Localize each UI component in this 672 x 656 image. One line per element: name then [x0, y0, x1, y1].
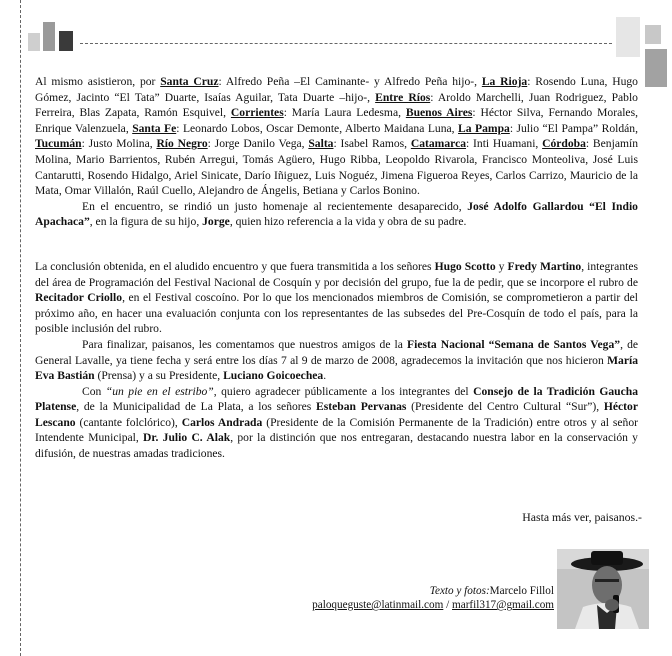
author-photo-illustration	[557, 549, 649, 629]
paragraph-fiesta: Para finalizar, paisanos, les comentamos que nuestros amigos de la Fiesta Nacional “Semana de Santos Vega”, de General Lavalle, ya tiene fecha y será entre los días 7 al 9 de marzo de 2008, agradecemos la invitación que nos hicieron María Eva Bastián (Prensa) y a su Presidente, Luciano Goicoechea.	[35, 337, 639, 383]
deco-block-right-3	[645, 49, 667, 87]
left-dashed-rule	[20, 0, 21, 656]
credit-author: Texto y fotos:Marcelo Fillol	[429, 585, 554, 597]
closing-line: Hasta más ver, paisanos.-	[522, 510, 642, 524]
deco-block-left-2	[43, 22, 55, 51]
credit-emails: paloqueguste@latinmail.com / marfil317@gmail.com	[312, 599, 554, 611]
email-link-1[interactable]: paloqueguste@latinmail.com	[312, 599, 444, 611]
deco-block-left-1	[28, 33, 40, 51]
deco-block-right-2	[645, 25, 661, 44]
article-body	[35, 74, 638, 462]
top-dashed-rule	[80, 43, 612, 44]
paragraph-tribute: En el encuentro, se rindió un justo homenaje al recientemente desaparecido, José Adolfo Gallardou “El Indio Apachaca”, en la figura de su hijo, Jorge, quien hizo referencia a la vida y obra de su padre.	[35, 199, 638, 229]
paragraph-thanks: Con “un pie en el estribo”, quiero agradecer públicamente a los integrantes del Consejo de la Tradición Gaucha Platense, de la Municipalidad de La Plata, a los señores Esteban Pervanas (Presidente del Centro Cultural “Sur”), Héctor Lescano (cantante folclórico), Carlos Andrada (Presidente de la Comisión Permanente de la Tradición) entre otros y al señor Intendente Municipal, Dr. Julio C. Alak, por la distinción que nos entregaran, destacando nuestra labor en la conservación y difusión, de nuestras amadas tradiciones.	[35, 384, 639, 461]
credits-block	[312, 584, 554, 612]
author-photo	[557, 549, 649, 629]
paragraph-conclusion: La conclusión obtenida, en el aludido encuentro y que fuera transmitida a los señores Hugo Scotto y Fredy Martino, integrantes del área de Programación del Festival Nacional de Cosquín y por decisión del grupo, fue la de pedir, que se incorpore el rubro de Recitador Criollo, en el Festival coscoíno. Por lo que los mencionados miembros de Comisión, se comprometieron a partir del próximo año, en hacer una evaluación conjunta con los representantes de las subsedes del Pre-Cosquín de todo el país, para la posible inclusión del rubro.	[35, 259, 639, 336]
paragraph-attendees: Al mismo asistieron, por Santa Cruz: Alfredo Peña –El Caminante- y Alfredo Peña hijo-, La Rioja: Rosendo Luna, Hugo Gómez, Jacinto “El Tata” Duarte, Isaías Aguilar, Tata Duarte –hijo-, Entre Ríos: Aroldo Marchelli, Juan Rodriguez, Pablo Ferreira, Blas Zapata, Ramón Esquivel, Corrientes: María Laura Ledesma, Buenos Aires: Héctor Silva, Fernando Morales, Enrique Valenzuela, Santa Fe: Leonardo Lobos, Oscar Demonte, Alberto Maidana Luna, La Pampa: Julio “El Pampa” Roldán, Tucumán: Justo Molina, Río Negro: Jorge Danilo Vega, Salta: Isabel Ramos, Catamarca: Inti Huamani, Córdoba: Benjamín Molina, Mario Barrientos, Rubén Arregui, Tomás Agüero, Hugo Ribba, Leopoldo Rivarola, Francisco Monteoliva, José Luis Cantarutti, Rosendo Hidalgo, Ariel Sinicate, Darío Iñiguez, Luis Noguéz, Jimena Figueroa Reyes, Carlos Carrizo, Mauricio de la Mata, Omar Villalón, Raúl Cuello, Alejandro de Ángelis, Betiana y Carlos Bonino.	[35, 75, 639, 198]
deco-block-left-3	[59, 31, 73, 51]
email-link-2[interactable]: marfil317@gmail.com	[452, 599, 554, 611]
deco-block-right-1	[616, 17, 640, 57]
